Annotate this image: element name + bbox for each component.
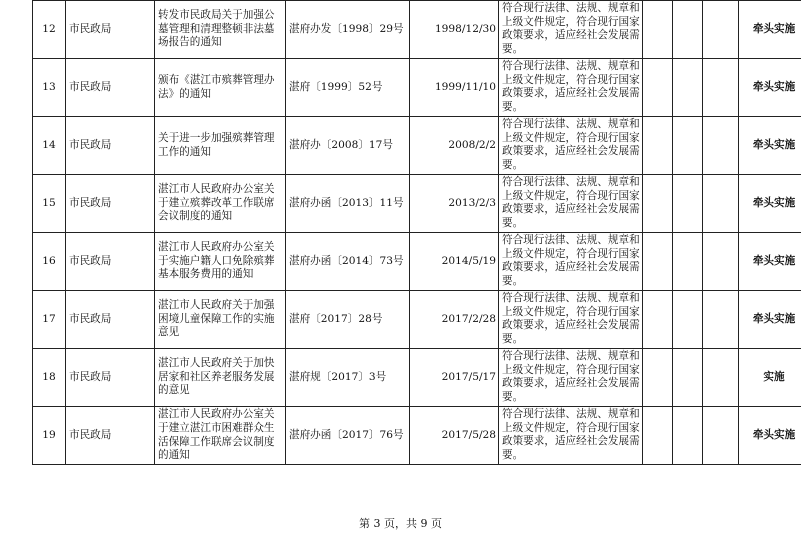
review-reason-cell: 符合现行法律、法规、规章和上级文件规定，符合现行国家政策要求，适应经社会发展需要。 <box>499 1 643 59</box>
empty-cell <box>703 291 739 349</box>
table-row <box>33 349 801 407</box>
review-reason-cell: 符合现行法律、法规、规章和上级文件规定，符合现行国家政策要求，适应经社会发展需要。 <box>499 233 643 291</box>
department-cell: 市民政局 <box>66 175 155 233</box>
empty-cell <box>643 291 673 349</box>
review-reason-cell: 符合现行法律、法规、规章和上级文件规定，符合现行国家政策要求，适应经社会发展需要。 <box>499 349 643 407</box>
document-number-cell: 湛府〔2017〕28号 <box>286 291 410 349</box>
empty-cell <box>673 59 703 117</box>
table-row <box>33 1 801 59</box>
table-row <box>33 291 801 349</box>
document-title-cell: 湛江市人民政府办公室关于建立殡葬改革工作联席会议制度的通知 <box>155 175 286 233</box>
document-title-cell: 湛江市人民政府关于加强困境儿童保障工作的实施意见 <box>155 291 286 349</box>
table-row <box>33 233 801 291</box>
empty-cell <box>703 59 739 117</box>
row-number-cell: 14 <box>33 117 66 175</box>
responsibility-cell: 实施 <box>739 349 801 407</box>
empty-cell <box>673 233 703 291</box>
empty-cell <box>703 1 739 59</box>
department-cell: 市民政局 <box>66 291 155 349</box>
empty-cell <box>673 291 703 349</box>
responsibility-cell: 牵头实施 <box>739 291 801 349</box>
issue-date-cell: 2014/5/19 <box>410 233 499 291</box>
document-number-cell: 湛府规〔2017〕3号 <box>286 349 410 407</box>
empty-cell <box>703 175 739 233</box>
empty-cell <box>703 117 739 175</box>
issue-date-cell: 2008/2/2 <box>410 117 499 175</box>
document-title-cell: 关于进一步加强殡葬管理工作的通知 <box>155 117 286 175</box>
empty-cell <box>673 175 703 233</box>
review-reason-cell: 符合现行法律、法规、规章和上级文件规定，符合现行国家政策要求，适应经社会发展需要。 <box>499 175 643 233</box>
issue-date-cell: 1999/11/10 <box>410 59 499 117</box>
document-number-cell: 湛府办函〔2017〕76号 <box>286 407 410 465</box>
review-reason-cell: 符合现行法律、法规、规章和上级文件规定，符合现行国家政策要求，适应经社会发展需要。 <box>499 117 643 175</box>
issue-date-cell: 2017/5/17 <box>410 349 499 407</box>
empty-cell <box>643 349 673 407</box>
empty-cell <box>673 117 703 175</box>
responsibility-cell: 牵头实施 <box>739 117 801 175</box>
table-row <box>33 407 801 465</box>
review-reason-cell: 符合现行法律、法规、规章和上级文件规定，符合现行国家政策要求，适应经社会发展需要。 <box>499 407 643 465</box>
document-number-cell: 湛府〔1999〕52号 <box>286 59 410 117</box>
document-number-cell: 湛府办〔2008〕17号 <box>286 117 410 175</box>
department-cell: 市民政局 <box>66 349 155 407</box>
regulation-table <box>32 0 801 465</box>
department-cell: 市民政局 <box>66 117 155 175</box>
issue-date-cell: 2017/2/28 <box>410 291 499 349</box>
document-number-cell: 湛府办函〔2014〕73号 <box>286 233 410 291</box>
document-number-cell: 湛府办函〔2013〕11号 <box>286 175 410 233</box>
department-cell: 市民政局 <box>66 59 155 117</box>
department-cell: 市民政局 <box>66 407 155 465</box>
responsibility-cell: 牵头实施 <box>739 407 801 465</box>
empty-cell <box>673 407 703 465</box>
responsibility-cell: 牵头实施 <box>739 1 801 59</box>
review-reason-cell: 符合现行法律、法规、规章和上级文件规定，符合现行国家政策要求，适应经社会发展需要。 <box>499 59 643 117</box>
responsibility-cell: 牵头实施 <box>739 59 801 117</box>
row-number-cell: 12 <box>33 1 66 59</box>
table-row <box>33 175 801 233</box>
row-number-cell: 19 <box>33 407 66 465</box>
table-row <box>33 117 801 175</box>
row-number-cell: 18 <box>33 349 66 407</box>
page-footer: 第 3 页，共 9 页 <box>359 517 442 530</box>
document-title-cell: 湛江市人民政府办公室关于建立湛江市困难群众生活保障工作联席会议制度的通知 <box>155 407 286 465</box>
document-number-cell: 湛府办发〔1998〕29号 <box>286 1 410 59</box>
row-number-cell: 17 <box>33 291 66 349</box>
department-cell: 市民政局 <box>66 1 155 59</box>
empty-cell <box>643 1 673 59</box>
empty-cell <box>703 407 739 465</box>
empty-cell <box>643 117 673 175</box>
empty-cell <box>643 175 673 233</box>
responsibility-cell: 牵头实施 <box>739 175 801 233</box>
issue-date-cell: 1998/12/30 <box>410 1 499 59</box>
responsibility-cell: 牵头实施 <box>739 233 801 291</box>
empty-cell <box>643 407 673 465</box>
empty-cell <box>643 233 673 291</box>
document-title-cell: 转发市民政局关于加强公墓管理和清理整顿非法墓场报告的通知 <box>155 1 286 59</box>
review-reason-cell: 符合现行法律、法规、规章和上级文件规定，符合现行国家政策要求，适应经社会发展需要。 <box>499 291 643 349</box>
document-title-cell: 湛江市人民政府关于加快居家和社区养老服务发展的意见 <box>155 349 286 407</box>
row-number-cell: 15 <box>33 175 66 233</box>
document-title-cell: 湛江市人民政府办公室关于实施户籍人口免除殡葬基本服务费用的通知 <box>155 233 286 291</box>
empty-cell <box>703 349 739 407</box>
empty-cell <box>703 233 739 291</box>
document-title-cell: 颁布《湛江市殡葬管理办法》的通知 <box>155 59 286 117</box>
row-number-cell: 16 <box>33 233 66 291</box>
issue-date-cell: 2017/5/28 <box>410 407 499 465</box>
issue-date-cell: 2013/2/3 <box>410 175 499 233</box>
empty-cell <box>673 1 703 59</box>
empty-cell <box>643 59 673 117</box>
row-number-cell: 13 <box>33 59 66 117</box>
department-cell: 市民政局 <box>66 233 155 291</box>
empty-cell <box>673 349 703 407</box>
table-row <box>33 59 801 117</box>
